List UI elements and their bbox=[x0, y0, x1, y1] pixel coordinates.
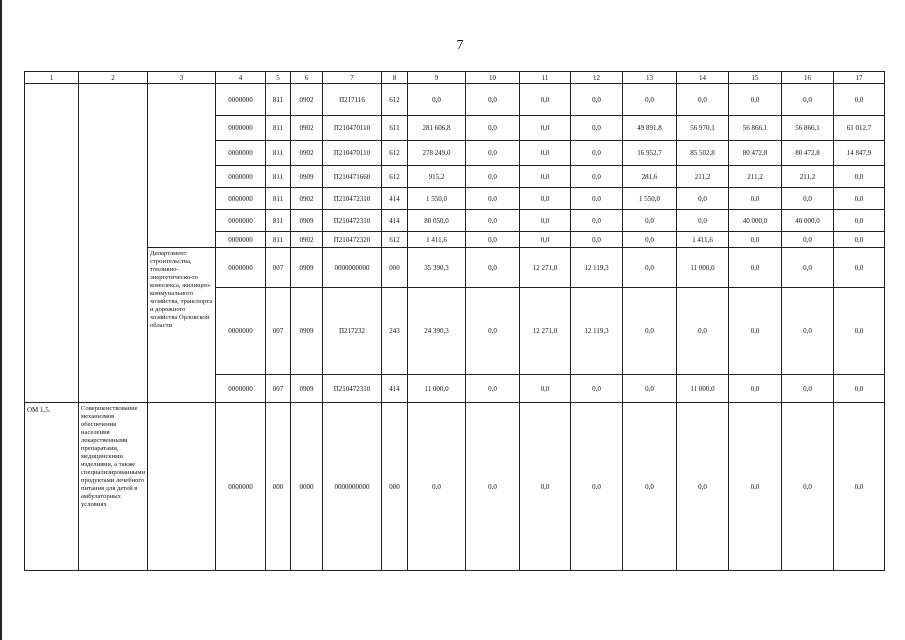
table-cell: 0,0 bbox=[466, 248, 520, 288]
table-cell: 0909 bbox=[291, 288, 323, 375]
table-cell: 0,0 bbox=[571, 141, 623, 166]
table-cell: 0,0 bbox=[782, 248, 834, 288]
table-cell: 0902 bbox=[291, 188, 323, 210]
table-cell: 0,0 bbox=[677, 288, 729, 375]
table-cell: 414 bbox=[382, 375, 408, 403]
table-cell: 0,0 bbox=[834, 248, 885, 288]
table-cell: 0,0 bbox=[677, 188, 729, 210]
table-cell: 0,0 bbox=[466, 141, 520, 166]
table-cell: 0,0 bbox=[729, 84, 782, 116]
table-cell: 414 bbox=[382, 210, 408, 232]
table-cell: 211,2 bbox=[677, 166, 729, 188]
table-cell: 0,0 bbox=[520, 84, 571, 116]
table-cell: 811 bbox=[266, 116, 291, 141]
table-cell: 243 bbox=[382, 288, 408, 375]
column-header: 5 bbox=[266, 72, 291, 84]
table-cell: 0,0 bbox=[623, 210, 677, 232]
table-cell: 811 bbox=[266, 141, 291, 166]
table-cell: 612 bbox=[382, 84, 408, 116]
table-cell: 0902 bbox=[291, 141, 323, 166]
table-cell: 0,0 bbox=[466, 288, 520, 375]
table-cell: 0,0 bbox=[834, 210, 885, 232]
table-cell: 0,0 bbox=[466, 84, 520, 116]
table-cell: 61 012,7 bbox=[834, 116, 885, 141]
table-cell: 0000000 bbox=[216, 375, 266, 403]
table-cell: 1 550,0 bbox=[623, 188, 677, 210]
table-cell: 811 bbox=[266, 232, 291, 248]
table-cell: 0000000 bbox=[216, 288, 266, 375]
table-cell: 56 866,1 bbox=[729, 116, 782, 141]
table-row bbox=[25, 84, 885, 116]
blank-cell bbox=[148, 84, 216, 248]
table-cell: 0,0 bbox=[782, 188, 834, 210]
table-cell: 0,0 bbox=[834, 403, 885, 571]
table-cell: 611 bbox=[382, 116, 408, 141]
table-cell: 0,0 bbox=[729, 188, 782, 210]
table-cell: 0,0 bbox=[466, 116, 520, 141]
table-cell: П210470110 bbox=[323, 141, 382, 166]
om-label: Совершенствование механизмов обеспечения населения лекарственными препаратами, медицинскими изделиями, а также специализированными продуктами лечебного питания для детей в амбулаторных условиях bbox=[79, 403, 148, 571]
table-cell: 007 bbox=[266, 375, 291, 403]
table-cell: 0000000 bbox=[216, 141, 266, 166]
table-cell: 278 249,0 bbox=[408, 141, 466, 166]
table-cell: 612 bbox=[382, 232, 408, 248]
table-cell: 0,0 bbox=[520, 188, 571, 210]
table-cell: 0000 bbox=[291, 403, 323, 571]
table-cell: 000 bbox=[266, 403, 291, 571]
table-cell: 0000000 bbox=[216, 116, 266, 141]
table-cell: 11 000,0 bbox=[408, 375, 466, 403]
table-cell: 0,0 bbox=[623, 84, 677, 116]
table-cell: 0,0 bbox=[520, 116, 571, 141]
table-cell: 12 271,0 bbox=[520, 248, 571, 288]
page-left-edge bbox=[0, 0, 2, 640]
column-header: 2 bbox=[79, 72, 148, 84]
table-cell: 0,0 bbox=[623, 288, 677, 375]
table-cell: 0,0 bbox=[520, 375, 571, 403]
table-cell: 40 000,0 bbox=[782, 210, 834, 232]
table-cell: 612 bbox=[382, 141, 408, 166]
column-header: 16 bbox=[782, 72, 834, 84]
table-cell: 1 411,6 bbox=[408, 232, 466, 248]
table-cell: 0000000000 bbox=[323, 248, 382, 288]
table-cell: 0000000 bbox=[216, 188, 266, 210]
table-cell: П217232 bbox=[323, 288, 382, 375]
table-cell: 0,0 bbox=[782, 375, 834, 403]
table-cell: П210470110 bbox=[323, 116, 382, 141]
table-cell: 0909 bbox=[291, 375, 323, 403]
table-cell: 56 866,1 bbox=[782, 116, 834, 141]
table-cell: 11 000,0 bbox=[677, 375, 729, 403]
column-header: 9 bbox=[408, 72, 466, 84]
table-cell: 281 606,8 bbox=[408, 116, 466, 141]
table-cell: 0,0 bbox=[834, 188, 885, 210]
table-cell: 80 472,8 bbox=[729, 141, 782, 166]
table-row bbox=[25, 248, 885, 288]
table-cell: 0,0 bbox=[520, 166, 571, 188]
column-header: 11 bbox=[520, 72, 571, 84]
table-cell: 24 390,3 bbox=[408, 288, 466, 375]
table-cell: 0,0 bbox=[571, 375, 623, 403]
page-number: 7 bbox=[456, 38, 464, 53]
column-header: 8 bbox=[382, 72, 408, 84]
table-cell: 0,0 bbox=[677, 84, 729, 116]
table-cell: 000 bbox=[382, 403, 408, 571]
table-cell: П210472320 bbox=[323, 232, 382, 248]
table-cell: 11 000,0 bbox=[677, 248, 729, 288]
table-cell: 281,6 bbox=[623, 166, 677, 188]
table-cell: 0,0 bbox=[834, 375, 885, 403]
table-cell: 0,0 bbox=[571, 188, 623, 210]
table-cell: 915,2 bbox=[408, 166, 466, 188]
table-cell: 0,0 bbox=[571, 116, 623, 141]
table-cell: 0,0 bbox=[834, 166, 885, 188]
om-code: ОМ 1.5. bbox=[25, 403, 79, 571]
table-cell: 0,0 bbox=[729, 403, 782, 571]
table-cell: 0909 bbox=[291, 210, 323, 232]
table-cell: 211,2 bbox=[729, 166, 782, 188]
table-cell: 0,0 bbox=[466, 375, 520, 403]
column-header: 13 bbox=[623, 72, 677, 84]
table-cell: 12 119,3 bbox=[571, 288, 623, 375]
table-cell: 0,0 bbox=[729, 288, 782, 375]
table-cell: 414 bbox=[382, 188, 408, 210]
table-cell: 0,0 bbox=[466, 403, 520, 571]
table-cell: 0,0 bbox=[729, 248, 782, 288]
table-cell: 811 bbox=[266, 210, 291, 232]
table-cell: 14 847,9 bbox=[834, 141, 885, 166]
table-cell: 0,0 bbox=[571, 166, 623, 188]
table-cell: 007 bbox=[266, 288, 291, 375]
column-header: 15 bbox=[729, 72, 782, 84]
column-header: 1 bbox=[25, 72, 79, 84]
table-cell: 811 bbox=[266, 166, 291, 188]
table-cell: 0,0 bbox=[520, 210, 571, 232]
table-cell: 12 271,0 bbox=[520, 288, 571, 375]
table-cell: П217116 bbox=[323, 84, 382, 116]
table-cell: 0,0 bbox=[623, 232, 677, 248]
table-cell: 0,0 bbox=[782, 288, 834, 375]
table-cell: П210472310 bbox=[323, 210, 382, 232]
table-cell: 0,0 bbox=[520, 232, 571, 248]
table-cell: 0,0 bbox=[408, 403, 466, 571]
table-cell: 0000000 bbox=[216, 210, 266, 232]
table-cell: 612 bbox=[382, 166, 408, 188]
table-cell: 40 000,0 bbox=[729, 210, 782, 232]
department-label: Департамент строительства, топливно-энергетическо-го комплекса, жилищно-коммунального хозяйства, транспорта и дорожного хозяйства Орловской области bbox=[148, 248, 216, 403]
table-cell: 0909 bbox=[291, 166, 323, 188]
table-cell: 0,0 bbox=[677, 210, 729, 232]
table-cell: 0,0 bbox=[623, 375, 677, 403]
table-cell: 0902 bbox=[291, 232, 323, 248]
blank-cell bbox=[79, 84, 148, 403]
table-row bbox=[25, 403, 885, 571]
table-cell: 0000000 bbox=[216, 166, 266, 188]
table-cell: 56 970,1 bbox=[677, 116, 729, 141]
header-row bbox=[25, 72, 885, 84]
table-cell: 0,0 bbox=[782, 232, 834, 248]
table-cell: 0,0 bbox=[466, 210, 520, 232]
table-cell: 0,0 bbox=[571, 84, 623, 116]
table-cell: 0909 bbox=[291, 248, 323, 288]
column-header: 6 bbox=[291, 72, 323, 84]
table-cell: 0,0 bbox=[834, 84, 885, 116]
table-cell: П210472310 bbox=[323, 188, 382, 210]
table-cell: 0902 bbox=[291, 84, 323, 116]
table-cell: 0,0 bbox=[834, 232, 885, 248]
table-cell: 811 bbox=[266, 84, 291, 116]
column-header: 3 bbox=[148, 72, 216, 84]
table-cell: 0,0 bbox=[623, 403, 677, 571]
table-cell: 80 050,0 bbox=[408, 210, 466, 232]
table-cell: 0000000 bbox=[216, 84, 266, 116]
table-cell: 811 bbox=[266, 188, 291, 210]
table-cell: 0,0 bbox=[571, 210, 623, 232]
table-cell: 0,0 bbox=[834, 288, 885, 375]
table-cell: 0,0 bbox=[677, 403, 729, 571]
table-cell: П210471660 bbox=[323, 166, 382, 188]
table-cell: 0,0 bbox=[408, 84, 466, 116]
table-cell: 1 411,6 bbox=[677, 232, 729, 248]
table-cell: 16 952,7 bbox=[623, 141, 677, 166]
table-cell: 0000000 bbox=[216, 248, 266, 288]
table-cell: 0,0 bbox=[520, 403, 571, 571]
column-header: 17 bbox=[834, 72, 885, 84]
table-cell: 0,0 bbox=[729, 232, 782, 248]
table-cell: 0,0 bbox=[466, 232, 520, 248]
table-cell: П210472310 bbox=[323, 375, 382, 403]
table-cell: 0902 bbox=[291, 116, 323, 141]
table-cell: 0000000000 bbox=[323, 403, 382, 571]
table-cell: 0,0 bbox=[466, 166, 520, 188]
table-cell: 0000000 bbox=[216, 403, 266, 571]
column-header: 7 bbox=[323, 72, 382, 84]
table-cell: 007 bbox=[266, 248, 291, 288]
table-cell: 0,0 bbox=[623, 248, 677, 288]
table-cell: 80 472,8 bbox=[782, 141, 834, 166]
column-header: 10 bbox=[466, 72, 520, 84]
table-cell: 0,0 bbox=[466, 188, 520, 210]
blank-cell bbox=[25, 84, 79, 403]
table-cell: 0,0 bbox=[571, 403, 623, 571]
table-cell: 1 550,0 bbox=[408, 188, 466, 210]
table-cell: 49 891,8 bbox=[623, 116, 677, 141]
table-cell: 211,2 bbox=[782, 166, 834, 188]
table-cell: 0,0 bbox=[520, 141, 571, 166]
table-cell: 12 119,3 bbox=[571, 248, 623, 288]
blank-cell bbox=[148, 403, 216, 571]
column-header: 4 bbox=[216, 72, 266, 84]
table-cell: 85 502,8 bbox=[677, 141, 729, 166]
table-cell: 0,0 bbox=[782, 84, 834, 116]
table-cell: 0,0 bbox=[571, 232, 623, 248]
table-cell: 0,0 bbox=[782, 403, 834, 571]
table-cell: 0,0 bbox=[729, 375, 782, 403]
table-cell: 000 bbox=[382, 248, 408, 288]
table-cell: 35 390,3 bbox=[408, 248, 466, 288]
budget-table bbox=[24, 71, 885, 571]
table-cell: 0000000 bbox=[216, 232, 266, 248]
column-header: 14 bbox=[677, 72, 729, 84]
column-header: 12 bbox=[571, 72, 623, 84]
